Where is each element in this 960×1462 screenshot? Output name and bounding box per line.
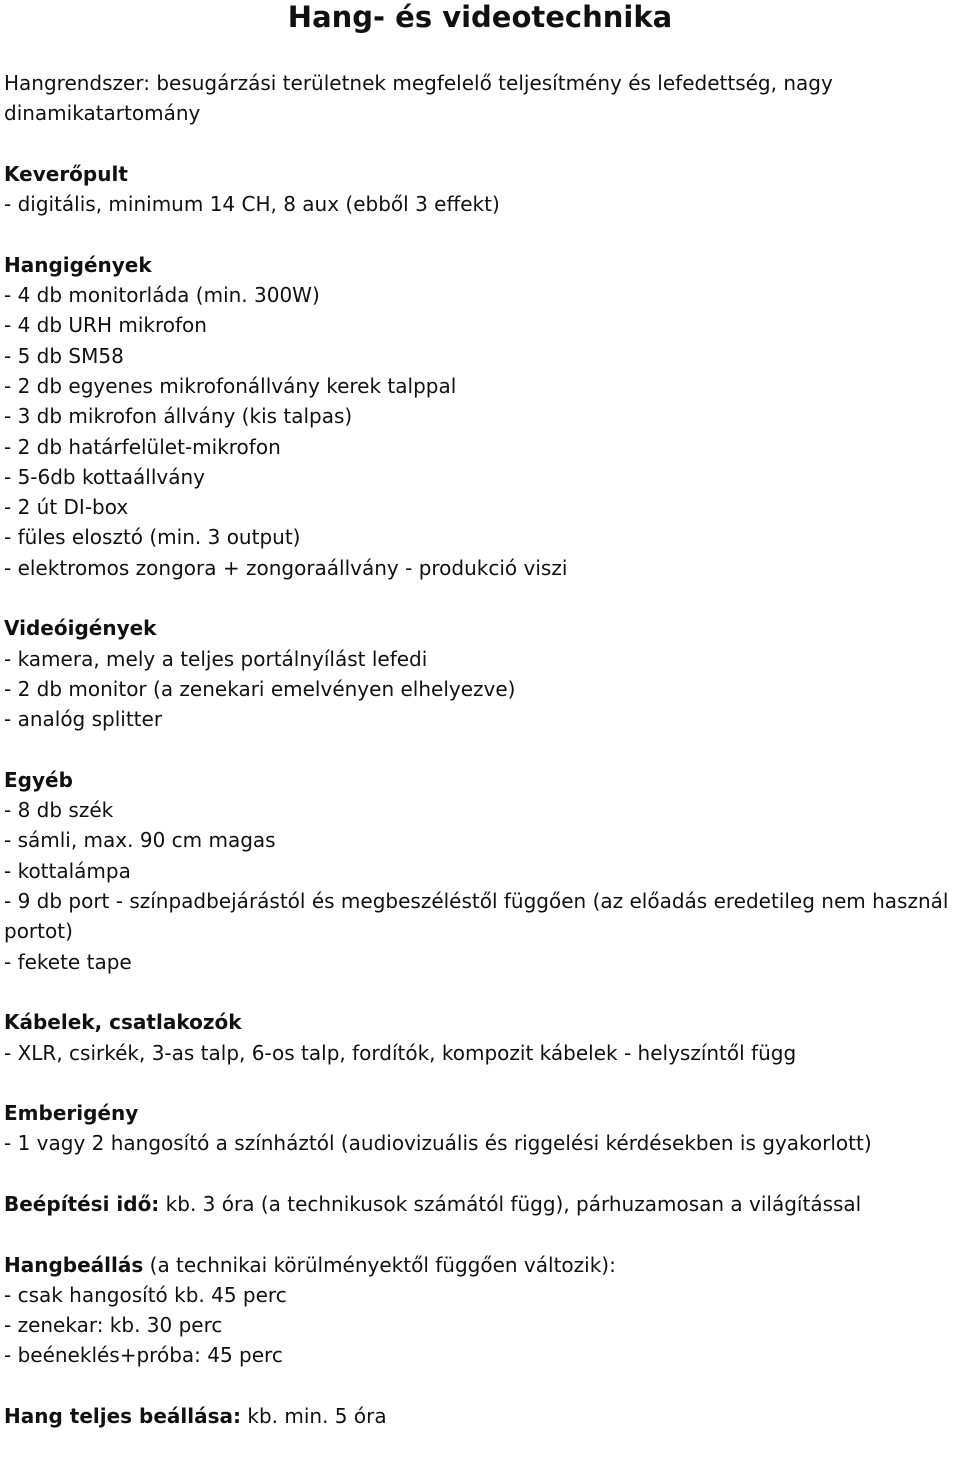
hang-teljes-label: Hang teljes beállása: — [4, 1404, 242, 1429]
list-item: - 3 db mikrofon állvány (kis talpas) — [4, 404, 353, 429]
list-item: - 5 db SM58 — [4, 343, 124, 368]
list-item: - elektromos zongora + zongoraállvány - produkció viszi — [4, 555, 568, 580]
section-heading-kabelek: Kábelek, csatlakozók — [4, 1010, 242, 1035]
list-item: - XLR, csirkék, 3-as talp, 6-os talp, fordítók, kompozit kábelek - helyszíntől függ — [4, 1040, 797, 1065]
list-item: - analóg splitter — [4, 707, 163, 732]
section-heading-hangigenyek: Hangigények — [4, 252, 152, 277]
list-item: - kottalámpa — [4, 858, 131, 883]
intro-text: Hangrendszer: besugárzási területnek megfelelő teljesítmény és lefedettség, nagy dinamikatartomány — [4, 71, 833, 126]
list-item: - kamera, mely a teljes portálnyílást lefedi — [4, 646, 428, 671]
document-page — [4, 0, 956, 1431]
list-item: - füles elosztó (min. 3 output) — [4, 525, 301, 550]
list-item: - 2 db egyenes mikrofonállvány kerek talppal — [4, 373, 457, 398]
list-item: - digitális, minimum 14 CH, 8 aux (ebből 3 effekt) — [4, 192, 500, 217]
list-item: - 1 vagy 2 hangosító a színháztól (audiovizuális és riggelési kérdésekben is gyakorlott) — [4, 1131, 872, 1156]
hangbeallas-line — [4, 1250, 956, 1280]
beepitesi-ido-label: Beépítési idő: — [4, 1191, 160, 1216]
list-item: - 8 db szék — [4, 798, 114, 823]
hangbeallas-text: (a technikai körülményektől függően változik): — [143, 1252, 616, 1277]
hangbeallas-label: Hangbeállás — [4, 1252, 144, 1277]
list-item: - csak hangosító kb. 45 perc — [4, 1282, 287, 1307]
section-heading-egyeb: Egyéb — [4, 767, 73, 792]
list-item: - 5-6db kottaállvány — [4, 464, 206, 489]
section-heading-keveropult: Keverőpult — [4, 161, 128, 186]
beepitesi-ido-text: kb. 3 óra (a technikusok számától függ), párhuzamosan a világítással — [159, 1191, 862, 1216]
section-heading-emberigeny: Emberigény — [4, 1101, 139, 1126]
list-item: - 9 db port - színpadbejárástól és megbeszéléstől függően (az előadás eredetileg nem használ portot) — [4, 889, 949, 944]
list-item: - fekete tape — [4, 949, 132, 974]
beepitesi-ido-line — [4, 1189, 956, 1219]
list-item: - 4 db URH mikrofon — [4, 313, 207, 338]
list-item: - 4 db monitorláda (min. 300W) — [4, 283, 320, 308]
list-item: - 2 db monitor (a zenekari emelvényen elhelyezve) — [4, 676, 516, 701]
list-item: - sámli, max. 90 cm magas — [4, 828, 276, 853]
hang-teljes-line — [4, 1401, 956, 1431]
section-heading-videoigenyek: Videóigények — [4, 616, 157, 641]
hang-teljes-text: kb. min. 5 óra — [241, 1404, 387, 1429]
list-item: - 2 db határfelület-mikrofon — [4, 434, 281, 459]
list-item: - 2 út DI-box — [4, 495, 129, 520]
list-item: - beéneklés+próba: 45 perc — [4, 1343, 283, 1368]
list-item: - zenekar: kb. 30 perc — [4, 1313, 223, 1338]
page-title: Hang- és videotechnika — [287, 0, 673, 34]
